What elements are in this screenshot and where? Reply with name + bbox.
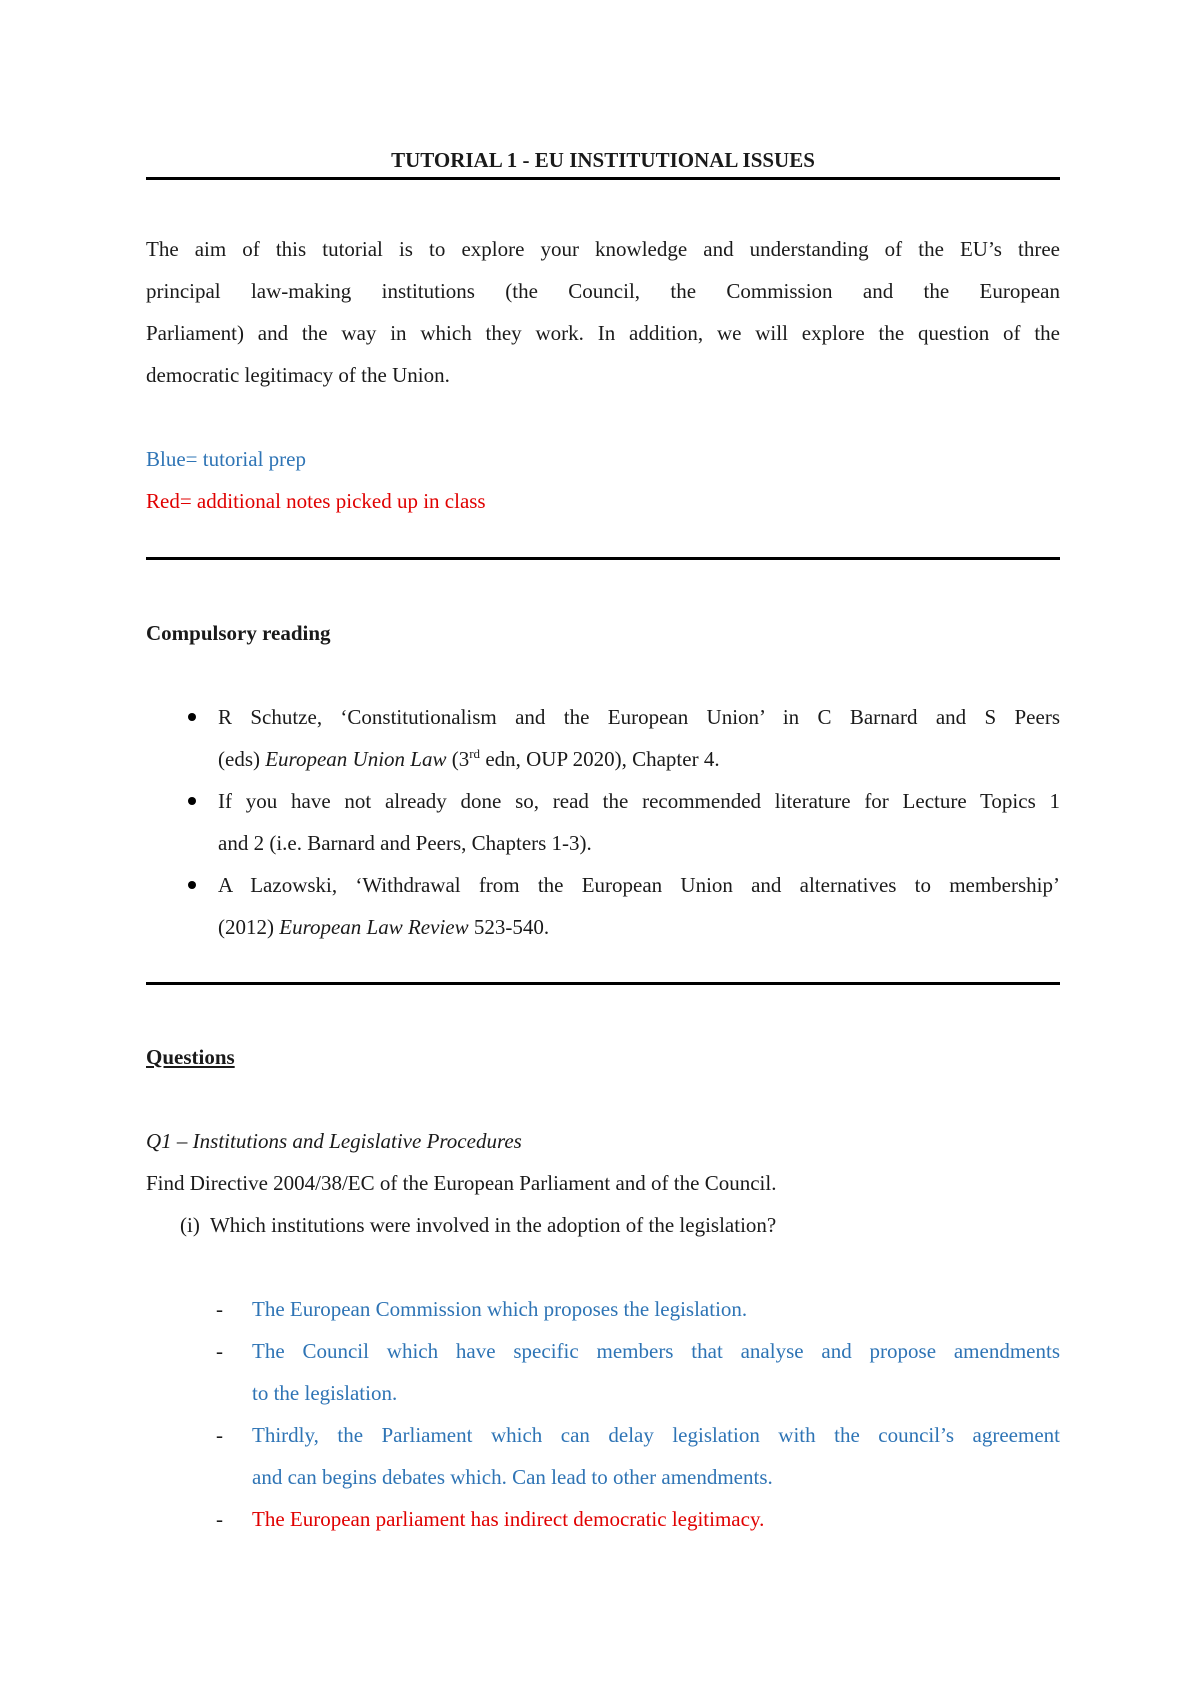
reading-heading: Compulsory reading [146,621,331,645]
questions-heading: Questions [146,1045,235,1069]
reading-item-2-line-2: and 2 (i.e. Barnard and Peers, Chapters 1-3). [218,831,592,855]
intro-line-1: The aim of this tutorial is to explore your knowledge and understanding of the EU’s three [146,237,1060,261]
q1-title: Q1 – Institutions and Legislative Procedures [146,1129,522,1153]
answer-1-line-1: The European Commission which proposes the legislation. [252,1297,748,1321]
reading-item-3-line-1: A Lazowski, ‘Withdrawal from the European Union and alternatives to membership’ [218,873,1060,897]
document-title: TUTORIAL 1 - EU INSTITUTIONAL ISSUES [391,148,815,172]
reading-item-1-line-2: (eds) European Union Law (3rd edn, OUP 2020), Chapter 4. [218,746,720,771]
reading-item-3-line-2: (2012) European Law Review 523-540. [218,915,550,939]
bullet-icon [188,881,196,889]
dash-marker: - [216,1339,223,1363]
answer-4-line-1: The European parliament has indirect democratic legitimacy. [252,1507,765,1531]
answer-3-line-1: Thirdly, the Parliament which can delay legislation with the council’s agreement [252,1423,1060,1447]
answer-3-line-2: and can begins debates which. Can lead to other amendments. [252,1465,773,1489]
bullet-icon [188,713,196,721]
dash-marker: - [216,1507,223,1531]
intro-line-4: democratic legitimacy of the Union. [146,363,450,387]
legend-blue: Blue= tutorial prep [146,447,306,471]
bullet-icon [188,797,196,805]
legend-red: Red= additional notes picked up in class [146,489,486,513]
title-rule [146,177,1060,180]
intro-line-2: principal law-making institutions (the Council, the Commission and the European [146,279,1060,303]
q1-sub-i: (i) Which institutions were involved in the adoption of the legislation? [180,1213,777,1237]
answer-2-line-2: to the legislation. [252,1381,398,1405]
intro-line-3: Parliament) and the way in which they work. In addition, we will explore the question of the [146,321,1060,345]
q1-text: Find Directive 2004/38/EC of the European Parliament and of the Council. [146,1171,777,1195]
answer-2-line-1: The Council which have specific members that analyse and propose amendments [252,1339,1060,1363]
reading-item-1-line-1: R Schutze, ‘Constitutionalism and the European Union’ in C Barnard and S Peers [218,705,1060,729]
section-rule-2 [146,982,1060,985]
reading-item-2-line-1: If you have not already done so, read the recommended literature for Lecture Topics 1 [218,789,1060,813]
dash-marker: - [216,1297,223,1321]
dash-marker: - [216,1423,223,1447]
section-rule-1 [146,557,1060,560]
